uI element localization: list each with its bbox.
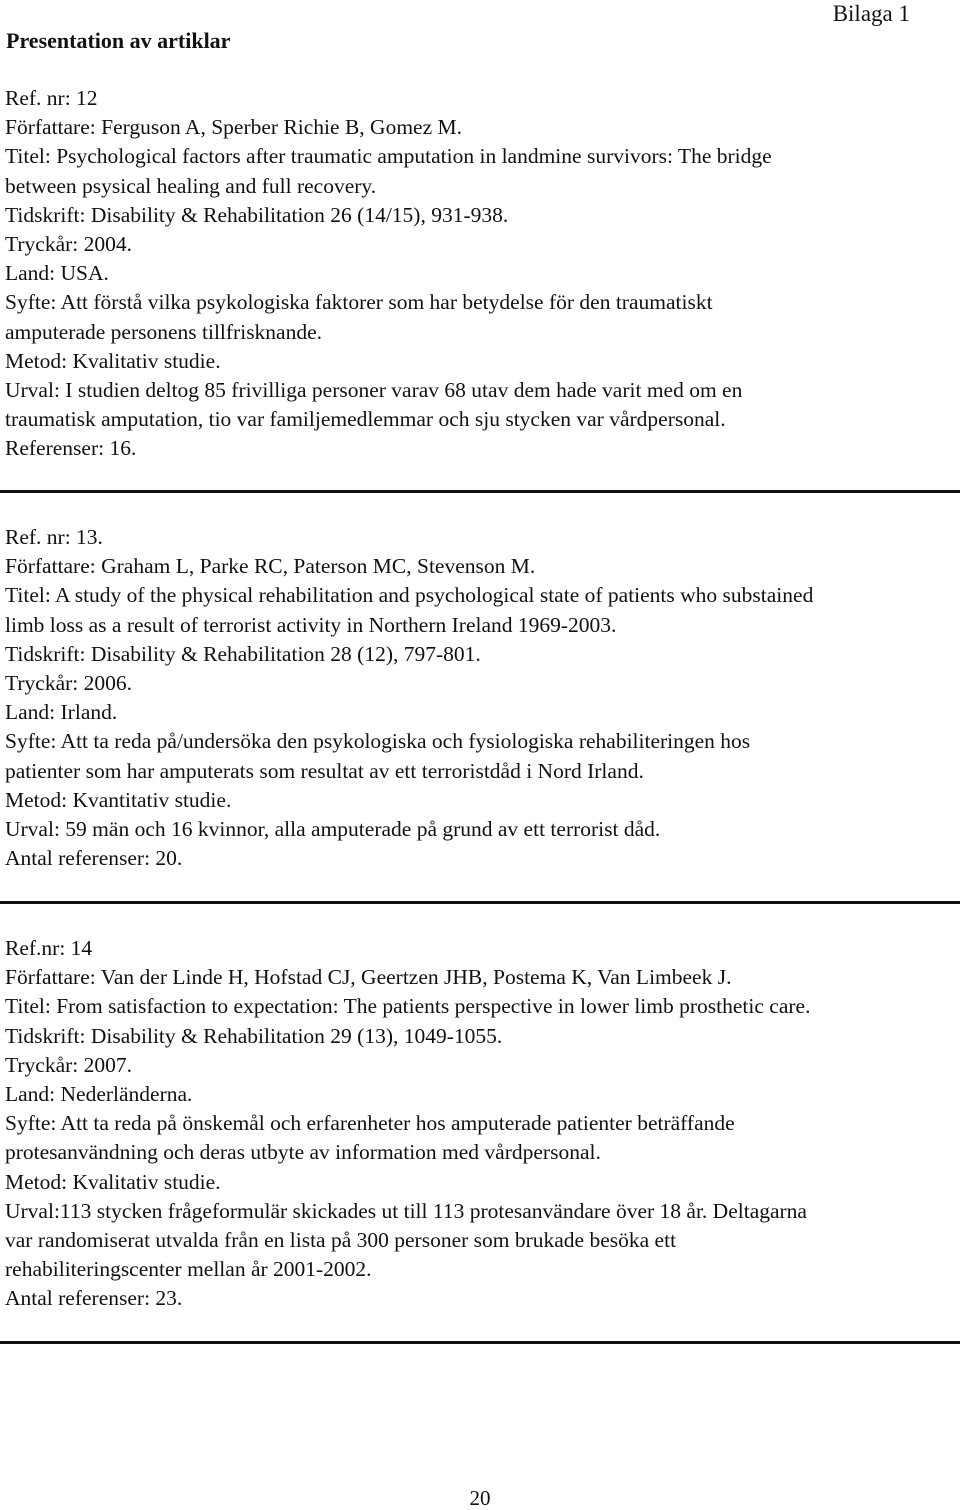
authors: Författare: Ferguson A, Sperber Richie B, Gomez M. <box>5 115 462 140</box>
sample-line: Urval: I studien deltog 85 frivilliga personer varav 68 utav dem hade varit med om en <box>5 378 743 403</box>
reference-count: Antal referenser: 23. <box>5 1286 183 1311</box>
aim-line: Syfte: Att ta reda på/undersöka den psykologiska och fysiologiska rehabiliteringen hos <box>5 729 751 754</box>
sample-line: rehabiliteringscenter mellan år 2001-2002. <box>5 1257 372 1282</box>
article-title-line: Titel: From satisfaction to expectation: The patients perspective in lower limb prosthetic care. <box>5 994 811 1019</box>
reference-count: Referenser: 16. <box>5 436 137 461</box>
appendix-label: Bilaga 1 <box>832 1 910 26</box>
print-year: Tryckår: 2004. <box>5 232 133 257</box>
authors: Författare: Van der Linde H, Hofstad CJ, Geertzen JHB, Postema K, Van Limbeek J. <box>5 965 732 990</box>
section-divider <box>0 490 960 493</box>
page-number: 20 <box>469 1486 491 1510</box>
aim-line: Syfte: Att förstå vilka psykologiska faktorer som har betydelse för den traumatiskt <box>5 290 713 315</box>
aim-line: amputerade personens tillfrisknande. <box>5 319 323 344</box>
journal: Tidskrift: Disability & Rehabilitation 29 (13), 1049-1055. <box>5 1023 503 1048</box>
article-entry-14 <box>5 934 960 1314</box>
article-title-line: Titel: Psychological factors after traumatic amputation in landmine survivors: The bridge <box>5 144 772 169</box>
article-entry-12 <box>5 84 960 464</box>
ref-number: Ref. nr: 12 <box>5 86 98 110</box>
print-year: Tryckår: 2007. <box>5 1052 133 1077</box>
ref-number: Ref. nr: 13. <box>5 525 103 549</box>
country: Land: Nederländerna. <box>5 1082 193 1107</box>
sample-line: Urval:113 stycken frågeformulär skickades ut till 113 protesanvändare över 18 år. Deltagarna <box>5 1198 807 1223</box>
sample-line: var randomiserat utvalda från en lista på 300 personer som brukade besöka ett <box>5 1228 677 1253</box>
aim-line: protesanvändning och deras utbyte av information med vårdpersonal. <box>5 1140 601 1165</box>
sample-line: Urval: 59 män och 16 kvinnor, alla amputerade på grund av ett terrorist dåd. <box>5 817 661 842</box>
journal: Tidskrift: Disability & Rehabilitation 26 (14/15), 931-938. <box>5 202 509 227</box>
authors: Författare: Graham L, Parke RC, Paterson MC, Stevenson M. <box>5 554 536 579</box>
article-title-line: Titel: A study of the physical rehabilitation and psychological state of patients who substained <box>5 583 814 608</box>
reference-count: Antal referenser: 20. <box>5 846 183 871</box>
method: Metod: Kvalitativ studie. <box>5 1169 221 1194</box>
article-title-line: limb loss as a result of terrorist activity in Northern Ireland 1969-2003. <box>5 612 617 637</box>
method: Metod: Kvalitativ studie. <box>5 348 221 373</box>
ref-number: Ref.nr: 14 <box>5 936 93 960</box>
page-title: Presentation av artiklar <box>6 28 231 53</box>
country: Land: Irland. <box>5 700 118 725</box>
print-year: Tryckår: 2006. <box>5 671 133 696</box>
section-divider <box>0 1341 960 1344</box>
aim-line: patienter som har amputerats som resultat av ett terroristdåd i Nord Irland. <box>5 758 644 783</box>
method: Metod: Kvantitativ studie. <box>5 787 232 812</box>
article-entry-13 <box>5 523 960 873</box>
journal: Tidskrift: Disability & Rehabilitation 28 (12), 797-801. <box>5 641 481 666</box>
article-title-line: between psysical healing and full recovery. <box>5 173 377 198</box>
country: Land: USA. <box>5 261 109 286</box>
section-divider <box>0 901 960 904</box>
sample-line: traumatisk amputation, tio var familjemedlemmar och sju stycken var vårdpersonal. <box>5 407 726 432</box>
aim-line: Syfte: Att ta reda på önskemål och erfarenheter hos amputerade patienter beträffande <box>5 1111 735 1136</box>
